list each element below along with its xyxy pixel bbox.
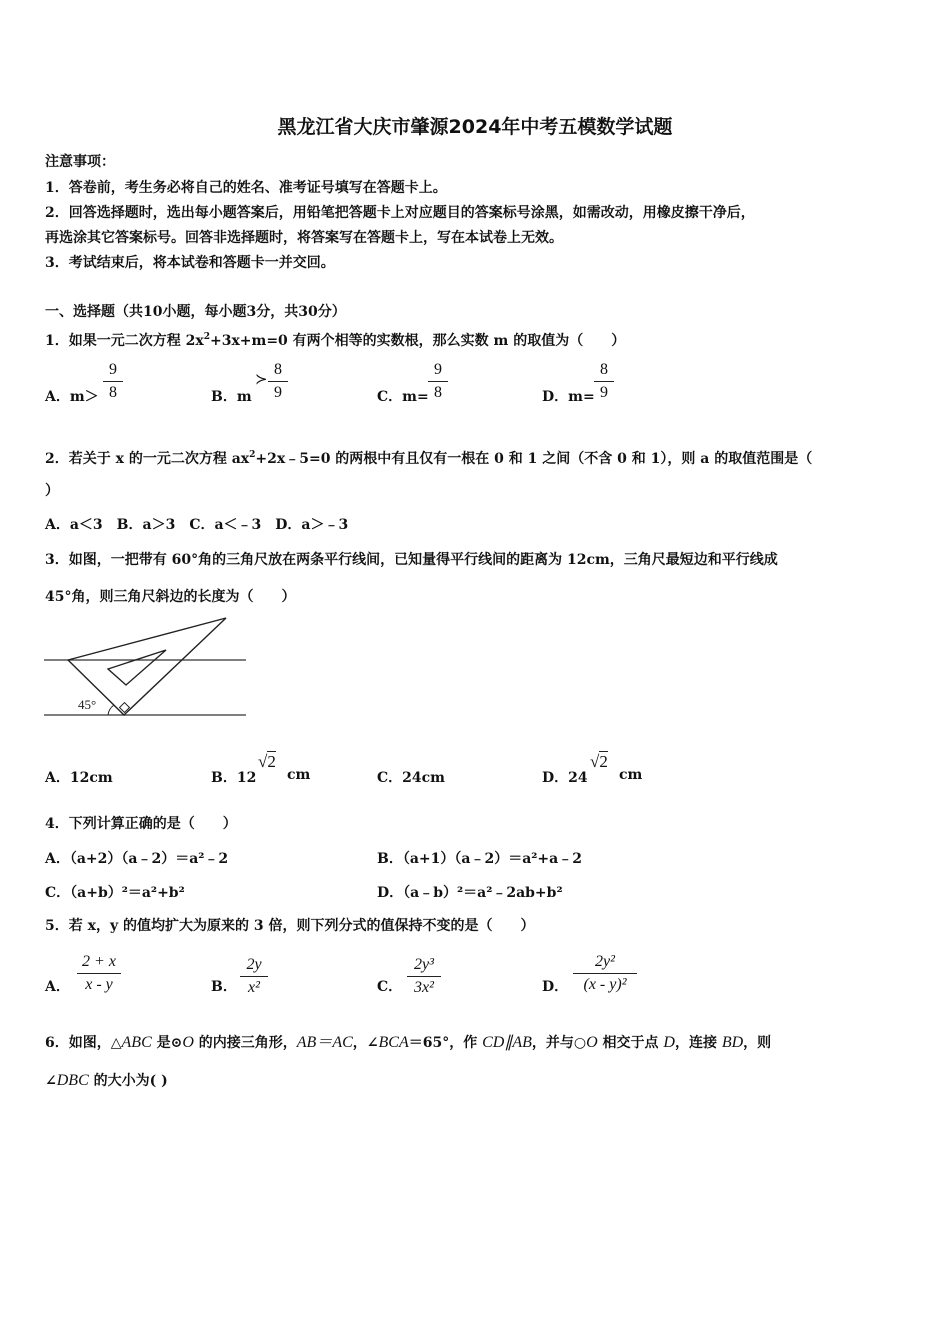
q6-text-d: ，∠ xyxy=(352,1035,379,1051)
q5-a-numerator: 2 + x xyxy=(82,953,116,970)
triangle-ruler-figure xyxy=(44,614,250,720)
q1-stem-post: +3x+m=0 有两个相等的实数根，那么实数 m 的取值为（ ） xyxy=(209,333,626,349)
q5-option-c-label: C． xyxy=(377,979,403,995)
q4-option-a: A．（a+2）（a﹣2）＝a²﹣2 xyxy=(45,851,229,867)
q1-b-numerator: 8 xyxy=(274,361,282,378)
q6-text-j: ∠ xyxy=(45,1073,57,1089)
q6-text-h: ，连接 xyxy=(674,1035,722,1051)
question-5-stem: 5．若 x，y 的值均扩大为原来的 3 倍，则下列分式的值保持不变的是（ ） xyxy=(45,918,535,934)
section-heading: 一、选择题（共10小题，每小题3分，共30分） xyxy=(45,304,346,320)
q4-option-c: C．（a+b）²＝a²+b² xyxy=(45,885,185,901)
q6-text-c: 的内接三角形， xyxy=(193,1035,297,1051)
q2-stem-post: +2x﹣5=0 的两根中有且仅有一根在 0 和 1 之间（不含 0 和 1），则 a 的取值范围是（ xyxy=(255,451,813,467)
q5-option-d-label: D． xyxy=(542,979,569,995)
q6-text-f: ，并与○ xyxy=(531,1035,587,1051)
q2-stem-sup: 2 xyxy=(249,450,256,460)
q3-option-d-radical: √2 xyxy=(590,752,608,771)
q5-option-b-fraction xyxy=(240,955,268,998)
q6-triangle-name: ABC xyxy=(121,1034,152,1051)
question-3-stem-line-2: 45°角，则三角尺斜边的长度为（ ） xyxy=(45,589,296,605)
q3-d-radicand: 2 xyxy=(599,752,608,771)
angle-label: 45° xyxy=(78,697,97,712)
q6-text-i: ，则 xyxy=(743,1035,772,1051)
q5-option-d-fraction xyxy=(573,952,637,995)
q5-c-denominator: 3x² xyxy=(414,979,434,996)
q6-text-e: ＝65°，作 xyxy=(408,1035,483,1051)
q1-option-c-label: C．m= xyxy=(377,389,429,405)
q3-option-d-label: D．24 xyxy=(542,770,588,786)
question-1-stem xyxy=(45,327,625,351)
q6-angle-dbc: DBC xyxy=(56,1072,89,1089)
q3-option-b-radical: √2 xyxy=(258,752,276,771)
q3-b-radicand: 2 xyxy=(267,752,276,771)
q6-angle-bca: BCA xyxy=(378,1034,409,1051)
q5-option-c-fraction xyxy=(407,955,441,998)
q1-stem-pre: 1．如果一元二次方程 2x xyxy=(45,333,204,349)
q3-option-d-unit: cm xyxy=(619,767,643,783)
question-6-stem-line-1 xyxy=(45,1033,771,1053)
q1-c-numerator: 9 xyxy=(434,361,442,378)
q6-segment-bd: BD xyxy=(721,1034,744,1051)
notice-item-2: 2．回答选择题时，选出每小题答案后，用铅笔把答题卡上对应题目的答案标号涂黑，如需改动，用橡皮擦干净后， xyxy=(45,205,755,221)
q6-text-k: 的大小为( ) xyxy=(88,1073,168,1089)
q1-stem-sup: 2 xyxy=(203,332,210,342)
question-4-stem: 4．下列计算正确的是（ ） xyxy=(45,816,237,832)
question-6-stem-line-2 xyxy=(45,1071,168,1091)
q1-c-denominator: 8 xyxy=(434,384,442,401)
notice-heading: 注意事项： xyxy=(45,154,115,170)
triangle-inner xyxy=(108,650,166,685)
q6-text-g: 相交于点 xyxy=(597,1035,664,1051)
question-2-stem xyxy=(45,445,812,469)
q1-a-denominator: 8 xyxy=(109,384,117,401)
q1-d-denominator: 9 xyxy=(600,384,608,401)
notice-item-3: 3．考试结束后，将本试卷和答题卡一并交回。 xyxy=(45,255,335,271)
q5-option-b-label: B． xyxy=(211,979,237,995)
q1-b-denominator: 9 xyxy=(274,384,282,401)
page-title: 黑龙江省大庆市肇源2024年中考五模数学试题 xyxy=(277,116,673,138)
question-3-stem-line-1: 3．如图，一把带有 60°角的三角尺放在两条平行线间，已知量得平行线间的距离为 12cm，三角尺最短边和平行线成 xyxy=(45,552,778,568)
q6-parallel: CD∥AB xyxy=(482,1034,532,1051)
q1-d-numerator: 8 xyxy=(600,361,608,378)
notice-item-2-cont: 再选涂其它答案标号。回答非选择题时，将答案写在答题卡上，写在本试卷上无效。 xyxy=(45,230,563,246)
q5-b-numerator: 2y xyxy=(246,956,262,973)
q6-text-a: 6．如图，△ xyxy=(45,1035,122,1051)
q1-option-d-fraction xyxy=(594,360,614,403)
q6-circle-name: O xyxy=(182,1034,194,1051)
q5-d-denominator: (x - y)² xyxy=(583,976,627,993)
q1-option-b-label: B．m xyxy=(211,389,252,405)
q6-circle-name-2: O xyxy=(586,1034,598,1051)
q3-option-c: C．24cm xyxy=(377,770,445,786)
q6-equal-sides: AB＝AC xyxy=(296,1034,353,1051)
q1-option-c-fraction xyxy=(428,360,448,403)
notice-item-1: 1．答卷前，考生务必将自己的姓名、准考证号填写在答题卡上。 xyxy=(45,180,447,196)
q5-a-denominator: x - y xyxy=(85,976,113,993)
q6-point-d: D xyxy=(663,1034,675,1051)
q1-option-d-label: D．m= xyxy=(542,389,595,405)
q1-option-a-fraction xyxy=(103,360,123,403)
q1-option-b-relation: ≻ xyxy=(255,370,268,388)
q1-a-numerator: 9 xyxy=(109,361,117,378)
q4-option-b: B．（a+1）（a﹣2）＝a²+a﹣2 xyxy=(377,851,582,867)
q5-d-numerator: 2y² xyxy=(595,953,615,970)
q3-option-b-unit: cm xyxy=(287,767,311,783)
q6-text-b: 是⊙ xyxy=(151,1035,183,1051)
q5-c-numerator: 2y³ xyxy=(414,956,434,973)
question-2-stem-end: ） xyxy=(45,483,59,499)
q1-option-b-fraction xyxy=(268,360,288,403)
q4-option-d: D．（a﹣b）²＝a²﹣2ab+b² xyxy=(377,885,563,901)
q5-b-denominator: x² xyxy=(248,979,260,996)
q5-option-a-label: A． xyxy=(45,979,70,995)
question-2-options: A．a＜3 B．a＞3 C．a＜﹣3 D．a＞﹣3 xyxy=(45,517,349,533)
q3-option-a: A．12cm xyxy=(45,770,113,786)
q3-option-b-label: B．12 xyxy=(211,770,257,786)
q2-stem-pre: 2．若关于 x 的一元二次方程 ax xyxy=(45,451,250,467)
angle-arc xyxy=(108,705,114,715)
q5-option-a-fraction xyxy=(77,952,121,995)
q1-option-a-label: A．m＞ xyxy=(45,389,99,405)
